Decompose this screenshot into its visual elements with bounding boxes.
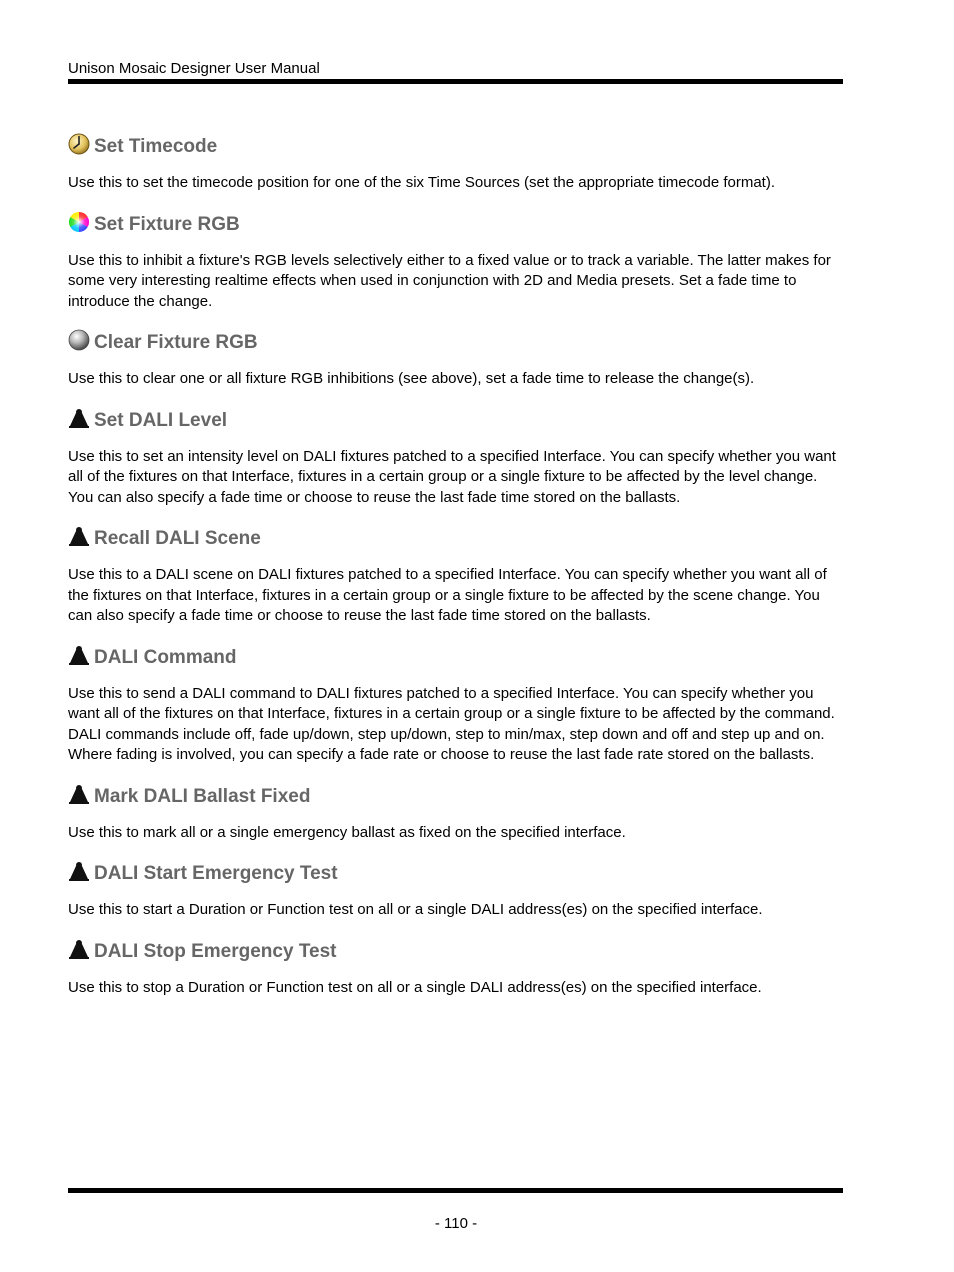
section-body: Use this to inhibit a fixture's RGB levels selectively either to a fixed value or to track a variable. The latter makes for some very interesting realtime effects when used in conjunction with 2D and Media presets. Set a fade time to introduce the change.	[68, 251, 831, 310]
section-heading	[68, 643, 846, 673]
section-heading	[68, 406, 846, 436]
section-heading	[68, 859, 846, 889]
color-wheel-icon	[68, 211, 90, 233]
dali-lamp-icon	[68, 860, 90, 882]
section-clear-fixture-rgb	[68, 328, 846, 390]
section-body: Use this to start a Duration or Function test on all or a single DALI address(es) on the specified interface.	[68, 901, 763, 918]
section-heading	[68, 210, 846, 240]
section-mark-dali-ballast-fixed	[68, 782, 846, 844]
section-body: Use this to send a DALI command to DALI fixtures patched to a specified Interface. You can specify whether you want all of the fixtures on that Interface, fixtures in a certain group or a single fixture to be affected by the command. DALI commands include off, fade up/down, step up/down, step to min/max, step down and off and step up and on. Where fading is involved, you can specify a fade rate or choose to reuse the last fade rate stored on the ballasts.	[68, 684, 835, 763]
section-title: Mark DALI Ballast Fixed	[94, 785, 311, 807]
section-body: Use this to clear one or all fixture RGB inhibitions (see above), set a fade time to release the change(s).	[68, 370, 755, 387]
grey-sphere-icon	[68, 329, 90, 351]
page-number: - 110 -	[434, 1215, 478, 1232]
dali-lamp-icon	[68, 407, 90, 429]
section-heading	[68, 937, 846, 967]
document-content	[68, 132, 846, 1014]
section-title: Recall DALI Scene	[94, 528, 261, 549]
section-title: DALI Stop Emergency Test	[94, 940, 337, 962]
section-heading	[68, 524, 846, 554]
section-heading	[68, 782, 846, 812]
section-body: Use this to stop a Duration or Function test on all or a single DALI address(es) on the specified interface.	[68, 978, 762, 996]
section-set-fixture-rgb	[68, 210, 846, 313]
section-dali-start-emergency-test	[68, 859, 846, 921]
section-dali-command	[68, 643, 846, 766]
section-title: DALI Start Emergency Test	[94, 863, 338, 884]
dali-lamp-icon	[68, 783, 90, 805]
section-recall-dali-scene	[68, 524, 846, 627]
section-body: Use this to set an intensity level on DALI fixtures patched to a specified Interface. You can specify whether you want all of the fixtures on that Interface, fixtures in a certain group or a single fixture to be affected by the level change. You can also specify a fade time or choose to reuse the last fade time stored on the ballasts.	[68, 447, 836, 506]
footer-divider	[68, 1188, 843, 1193]
section-heading	[68, 328, 846, 358]
section-body: Use this to set the timecode position for one of the six Time Sources (set the appropriate timecode format).	[68, 174, 776, 191]
header-divider	[68, 79, 843, 84]
section-set-dali-level	[68, 406, 846, 509]
clock-icon	[68, 133, 90, 155]
dali-lamp-icon	[68, 938, 90, 960]
section-heading	[68, 132, 846, 162]
page-header-title: Unison Mosaic Designer User Manual	[68, 60, 320, 77]
section-title: DALI Command	[94, 646, 237, 668]
dali-lamp-icon	[68, 525, 90, 547]
section-title: Set Fixture RGB	[94, 213, 240, 235]
section-body: Use this to mark all or a single emergency ballast as fixed on the specified interface.	[68, 823, 626, 841]
section-body: Use this to a DALI scene on DALI fixtures patched to a specified Interface. You can specify whether you want all of the fixtures on that Interface, fixtures in a certain group or a single fixture to be affected by the scene change. You can also specify a fade time or choose to reuse the last fade time stored on the ballasts.	[68, 566, 827, 624]
section-title: Clear Fixture RGB	[94, 332, 258, 353]
section-dali-stop-emergency-test	[68, 937, 846, 999]
dali-lamp-icon	[68, 644, 90, 666]
section-title: Set DALI Level	[94, 409, 228, 431]
section-title: Set Timecode	[94, 136, 218, 157]
section-set-timecode	[68, 132, 846, 194]
